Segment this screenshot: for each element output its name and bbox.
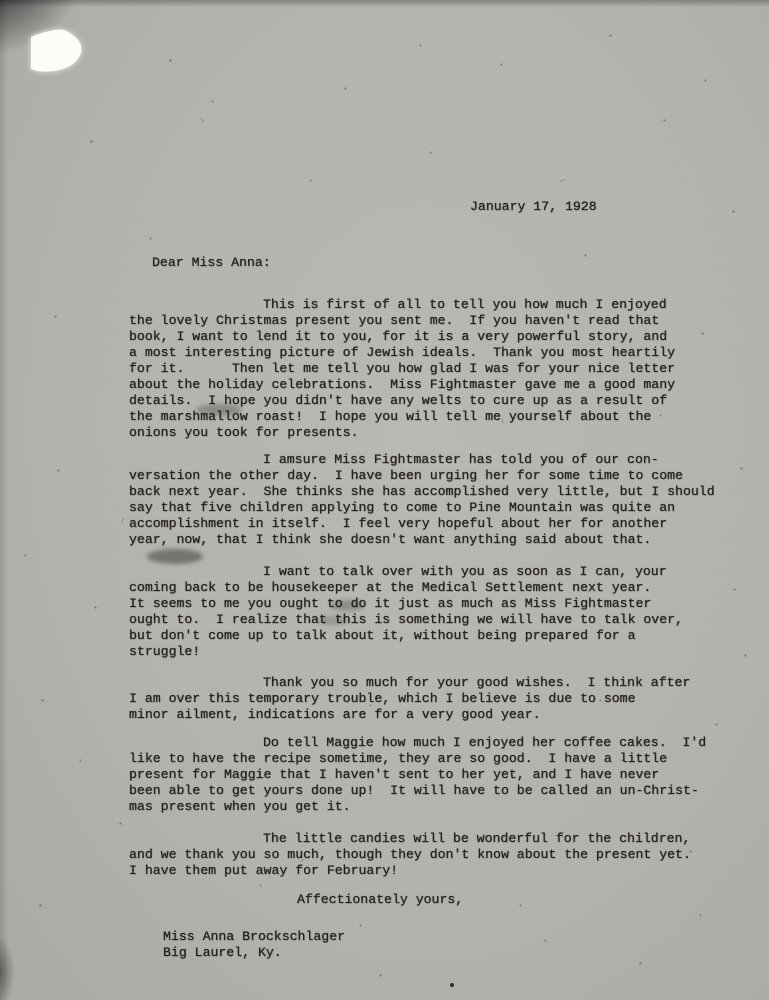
letter-line: details. I hope you didn't have any welts to cure up as a result of: [129, 393, 668, 408]
letter-line: It seems to me you ought to do it just as much as Miss Fightmaster: [129, 596, 652, 611]
letter-signature-block: [163, 929, 345, 961]
letter-line: the lovely Christmas present you sent me. If you haven't read that: [129, 313, 660, 328]
letter-line: Do tell Maggie how much I enjoyed her coffee cakes. I'd: [263, 735, 707, 750]
letter-paragraph: [129, 831, 749, 879]
letter-paragraph: [129, 297, 749, 441]
letter-line: like to have the recipe sometime, they are so good. I have a little: [129, 751, 668, 766]
letter-line: The little candies will be wonderful for the children,: [263, 831, 691, 846]
letter-line: I have them put away for February!: [129, 863, 399, 878]
letter-line: accomplishment in itself. I feel very hopeful about her for another: [129, 516, 668, 531]
letter-line: This is first of all to tell you how much I enjoyed: [263, 297, 667, 312]
letter-line: present for Maggie that I haven't sent to her yet, and I have never: [129, 767, 660, 782]
ink-dot: [450, 983, 454, 987]
letter-line: a most interesting picture of Jewish ideals. Thank you most heartily: [129, 345, 676, 360]
letter-line: back next year. She thinks she has accomplished very little, but I should: [129, 484, 715, 499]
letter-salutation: Dear Miss Anna:: [152, 255, 271, 270]
letter-line: versation the other day. I have been urging her for some time to come: [129, 468, 683, 483]
signature-line-name: Miss Anna Brockschlager: [163, 929, 346, 944]
letter-date: January 17, 1928: [470, 199, 597, 214]
letter-line: I amsure Miss Fightmaster has told you of our con-: [263, 452, 659, 467]
letter-line: I am over this temporary trouble, which I believe is due to some: [129, 691, 636, 706]
letter-line: onions you took for presents.: [129, 425, 359, 440]
letter-line: for it. Then let me tell you how glad I was for your nice letter: [129, 361, 676, 376]
signature-line-place: Big Laurel, Ky.: [163, 945, 282, 960]
letter-line: minor ailment, indications are for a very good year.: [129, 707, 541, 722]
letter-paragraph: [129, 564, 749, 660]
letter-line: but don't come up to talk about it, without being prepared for a: [129, 628, 636, 643]
letter-line: book, I want to lend it to you, for it is a very powerful story, and: [129, 329, 668, 344]
letter-line: year, now, that I think she doesn't want anything said about that.: [129, 532, 652, 547]
letter-paragraph: [129, 735, 749, 815]
letter-paragraph: [129, 675, 749, 723]
letter-line: mas present when you get it.: [129, 799, 351, 814]
letter-line: ought to. I realize that this is something we will have to talk over,: [129, 612, 683, 627]
letter-line: I want to talk over with you as soon as I can, your: [263, 564, 667, 579]
letter-line: and we thank you so much, though they don't know about the present yet.: [129, 847, 691, 862]
letter-line: the marshmallow roast! I hope you will tell me yourself about the: [129, 409, 652, 424]
letter-paragraph: [129, 452, 749, 548]
letter-line: Thank you so much for your good wishes. I think after: [263, 675, 691, 690]
letter-line: say that five children applying to come to Pine Mountain was quite an: [129, 500, 676, 515]
letter-line: coming back to be housekeeper at the Medical Settlement next year.: [129, 580, 652, 595]
letter-line: been able to get yours done up! It will have to be called an un-Christ-: [129, 783, 699, 798]
letter-closing: Affectionately yours,: [297, 892, 464, 907]
letter-line: struggle!: [129, 644, 201, 659]
letter-line: about the holiday celebrations. Miss Fightmaster gave me a good many: [129, 377, 676, 392]
